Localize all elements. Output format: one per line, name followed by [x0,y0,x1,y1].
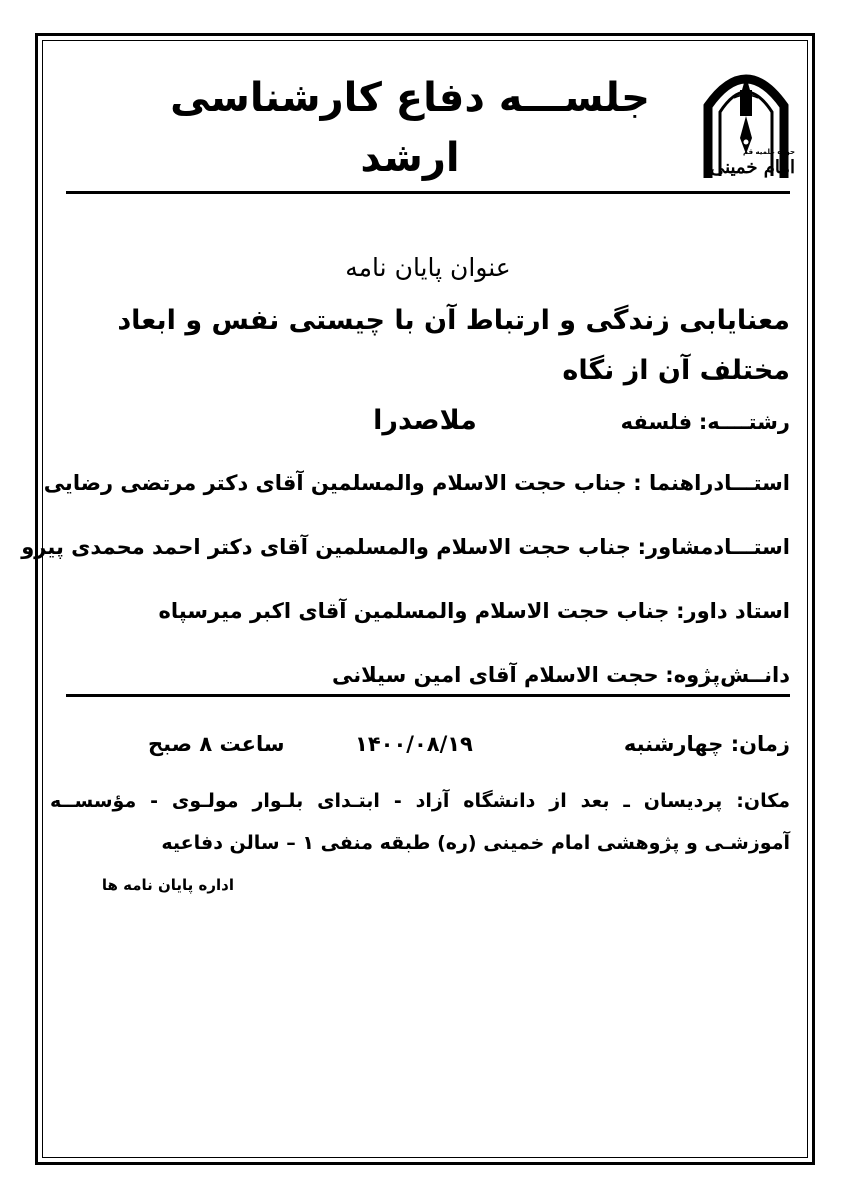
thesis-title-line1: معنایابی زندگی و ارتباط آن با چیستی نفس و ابعاد مختلف آن از نگاه [117,305,790,386]
schedule-day-label: زمان: [730,732,790,756]
field-row [621,405,790,439]
schedule-day [624,726,790,762]
page-title: جلســـه دفاع کارشناسی ارشد [170,75,650,181]
consultant-value: جناب حجت الاسلام والمسلمین آقای دکتر احمد محمدی پیرو [21,535,631,559]
consultant-label: استـــادمشاور: [637,535,790,559]
logo-caption-text: امام خمینی [710,157,795,178]
field-value: فلسفه [620,410,693,434]
student-label: دانــش‌پژوه: [665,663,790,687]
logo-arc-text: حوزه علمیه قم [743,148,795,156]
field-label: رشتــــه: [698,410,790,434]
divider-top [66,191,790,194]
schedule-time: ساعت ۸ صبح [148,732,285,756]
advisor-row [44,466,790,500]
advisor-value: جناب حجت الاسلام والمسلمین آقای دکتر مرتضی رضایی [43,471,627,495]
divider-middle [66,694,790,697]
student-row [332,658,790,692]
thesis-label: عنوان پایان نامه [345,253,511,282]
student-value: حجت الاسلام آقای امین سیلانی [331,663,659,687]
consultant-row [21,530,790,564]
thesis-title-line2: ملاصدرا [373,405,477,436]
venue [50,780,790,864]
thesis-office-note: اداره پایان نامه ها [101,876,234,894]
referee-value: جناب حجت الاسلام والمسلمین آقای اکبر میرسپاه [158,599,670,623]
referee-label: استاد داور: [676,599,790,623]
schedule-day-value: چهارشنبه [623,732,724,756]
venue-value: پردیسان ـ بعد از دانشگاه آزاد - ابتـدای بلـوار مولـوی - مؤسســه آموزشـی و پژوهشی امام خمینی (ره) طبقه منفی ۱ – سالن دفاعیه [50,790,790,854]
venue-label: مکان: [736,790,791,812]
logo-caption [695,148,795,188]
advisor-label: استـــادراهنما : [633,471,790,495]
referee-row [159,594,790,628]
schedule-date: ۱۴۰۰/۰۸/۱۹ [355,732,473,756]
